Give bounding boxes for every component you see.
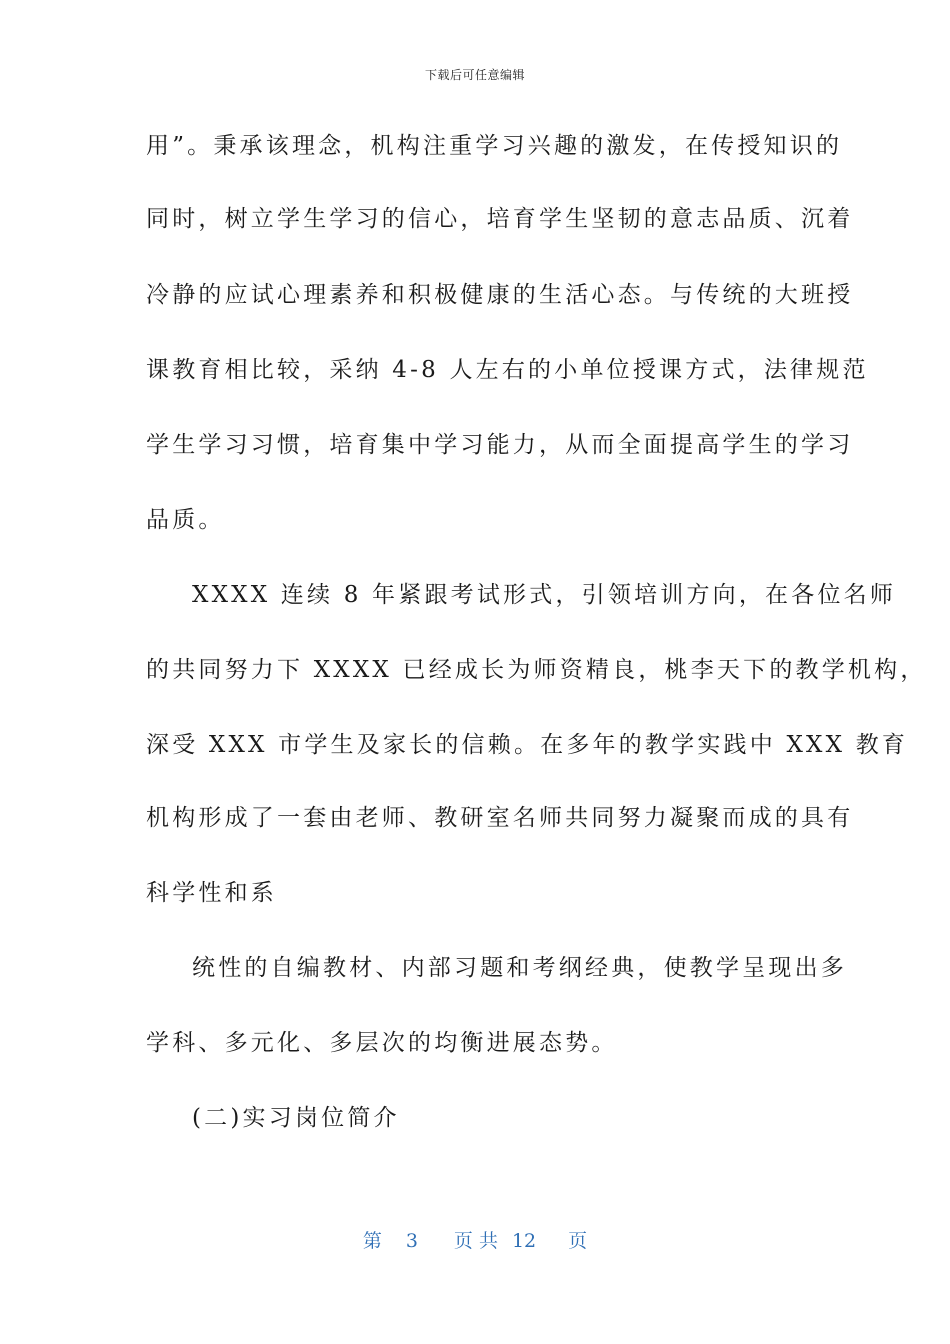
footer-ye: 页 <box>568 1230 588 1252</box>
paragraph-line: 用”。秉承该理念，机构注重学习兴趣的激发，在传授知识的 <box>146 133 843 159</box>
paragraph-line: 统性的自编教材、内部习题和考纲经典，使教学呈现出多 <box>192 955 847 981</box>
paragraph-line: XXXX 连续 8 年紧跟考试形式，引领培训方向，在各位名师 <box>192 582 897 608</box>
footer-ye-gong: 页 共 <box>453 1230 498 1252</box>
paragraph-line: 学生学习习惯，培育集中学习能力，从而全面提高学生的学习 <box>146 432 854 458</box>
paragraph-line: 深受 XXX 市学生及家长的信赖。在多年的教学实践中 XXX 教育 <box>146 732 909 758</box>
paragraph-line: 学科、多元化、多层次的均衡进展态势。 <box>146 1030 618 1056</box>
paragraph-line: 品质。 <box>146 507 225 533</box>
footer-di: 第 <box>362 1230 382 1252</box>
page-header-note: 下载后可任意编辑 <box>424 68 525 82</box>
paragraph-line: 科学性和系 <box>146 880 277 906</box>
section-heading: (二)实习岗位简介 <box>192 1105 400 1131</box>
paragraph-line: 的共同努力下 XXXX 已经成长为师资精良，桃李天下的教学机构， <box>146 657 927 683</box>
page-footer <box>0 1226 950 1253</box>
paragraph-line: 冷静的应试心理素养和积极健康的生活心态。与传统的大班授 <box>146 282 854 308</box>
footer-total-pages: 12 <box>511 1230 537 1252</box>
paragraph-line: 机构形成了一套由老师、教研室名师共同努力凝聚而成的具有 <box>146 805 854 831</box>
paragraph-line: 课教育相比较，采纳 4-8 人左右的小单位授课方式，法律规范 <box>146 357 869 383</box>
paragraph-line: 同时，树立学生学习的信心，培育学生坚韧的意志品质、沉着 <box>146 206 854 232</box>
footer-page-number: 3 <box>405 1230 418 1252</box>
